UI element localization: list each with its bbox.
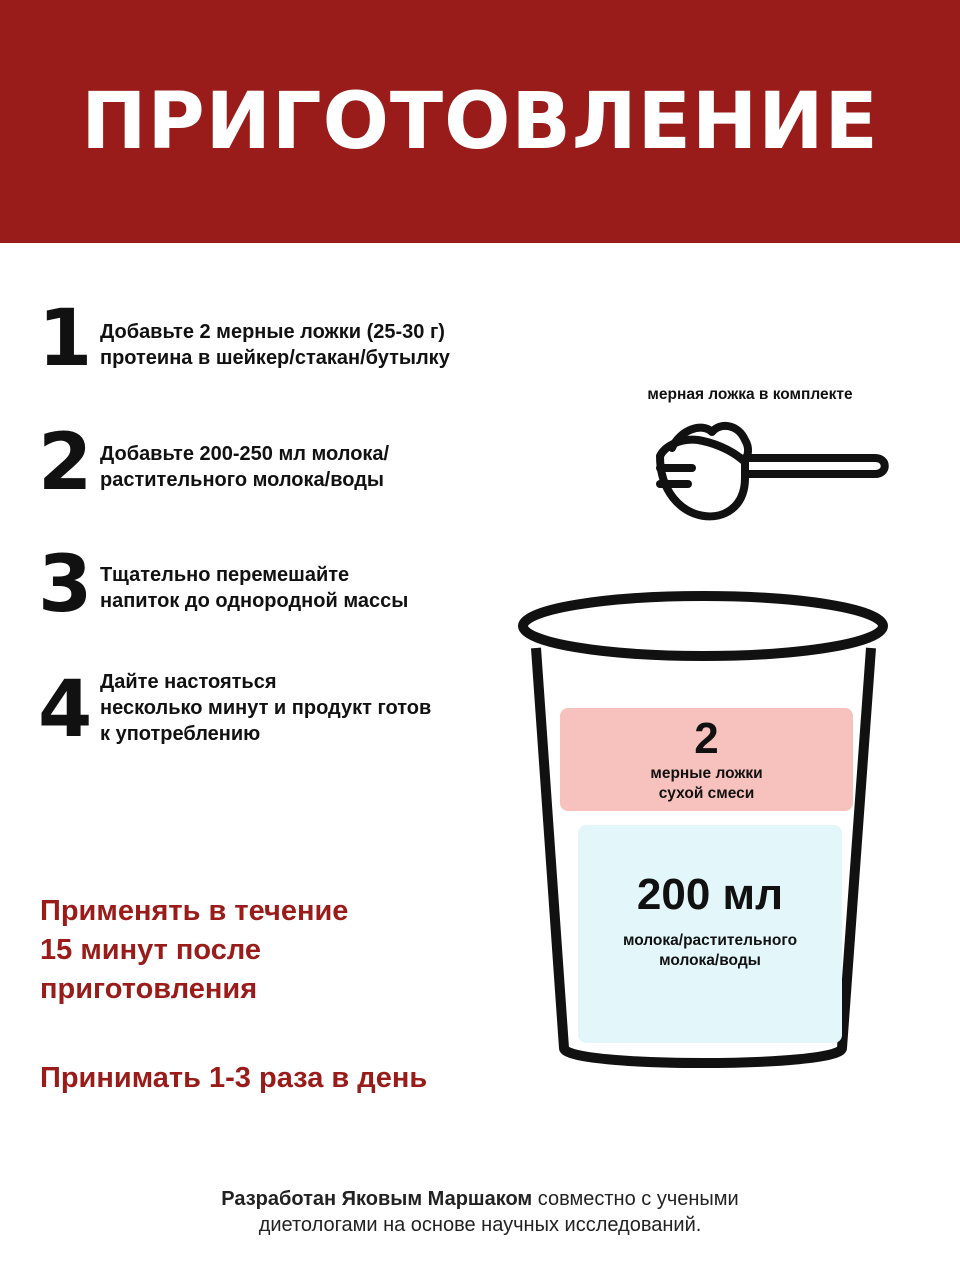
liquid-amount: 200 мл: [636, 870, 784, 919]
step-text-line: к употреблению: [100, 723, 261, 745]
powder-amount: 2: [694, 714, 719, 763]
step-text: [100, 441, 389, 493]
measuring-spoon-icon: [650, 418, 895, 550]
step-text-line: несколько минут и продукт готов: [100, 697, 432, 719]
dosage-note: Принимать 1-3 раза в день: [40, 1062, 428, 1094]
step-2: [38, 418, 518, 514]
step-text-line: Тщательно перемешайте: [100, 564, 350, 586]
powder-label-line: мерные ложки: [650, 765, 763, 782]
author-name: Разработан Яковым Маршаком: [221, 1188, 533, 1210]
header-banner: [0, 0, 960, 243]
step-text: [100, 562, 408, 614]
step-text: [100, 669, 431, 747]
footer-credit: [40, 1186, 920, 1238]
step-text-line: Дайте настояться: [100, 671, 277, 693]
step-number: 2: [38, 418, 93, 508]
footer-text: совместно с учеными: [532, 1188, 739, 1210]
liquid-label-line: молока/растительного: [622, 932, 798, 949]
step-text: [100, 319, 450, 371]
step-number: 4: [38, 665, 93, 755]
step-text-line: растительного молока/воды: [100, 469, 384, 491]
step-3: [38, 540, 518, 636]
step-1: [38, 294, 518, 390]
footer-line: диетологами на основе научных исследований.: [258, 1214, 702, 1236]
step-text-line: протеина в шейкер/стакан/бутылку: [100, 347, 450, 369]
powder-amount-box: [560, 708, 853, 811]
step-number: 1: [38, 294, 93, 384]
powder-label-line: сухой смеси: [658, 785, 755, 802]
step-text-line: напиток до однородной массы: [100, 590, 409, 612]
liquid-amount-box: [578, 825, 842, 1043]
page-title: ПРИГОТОВЛЕНИЕ: [81, 76, 879, 167]
step-text-line: Добавьте 2 мерные ложки (25-30 г): [100, 321, 445, 343]
usage-window-note: [40, 892, 460, 1009]
step-text-line: Добавьте 200-250 мл молока/: [100, 443, 390, 465]
note-line: приготовления: [40, 973, 258, 1005]
note-line: Применять в течение: [40, 895, 349, 927]
footer-line: [40, 1186, 920, 1212]
step-number: 3: [38, 540, 93, 630]
spoon-caption: мерная ложка в комплекте: [647, 386, 853, 403]
liquid-label-line: молока/воды: [659, 952, 761, 969]
note-line: 15 минут после: [40, 934, 261, 966]
step-4: [38, 666, 518, 766]
